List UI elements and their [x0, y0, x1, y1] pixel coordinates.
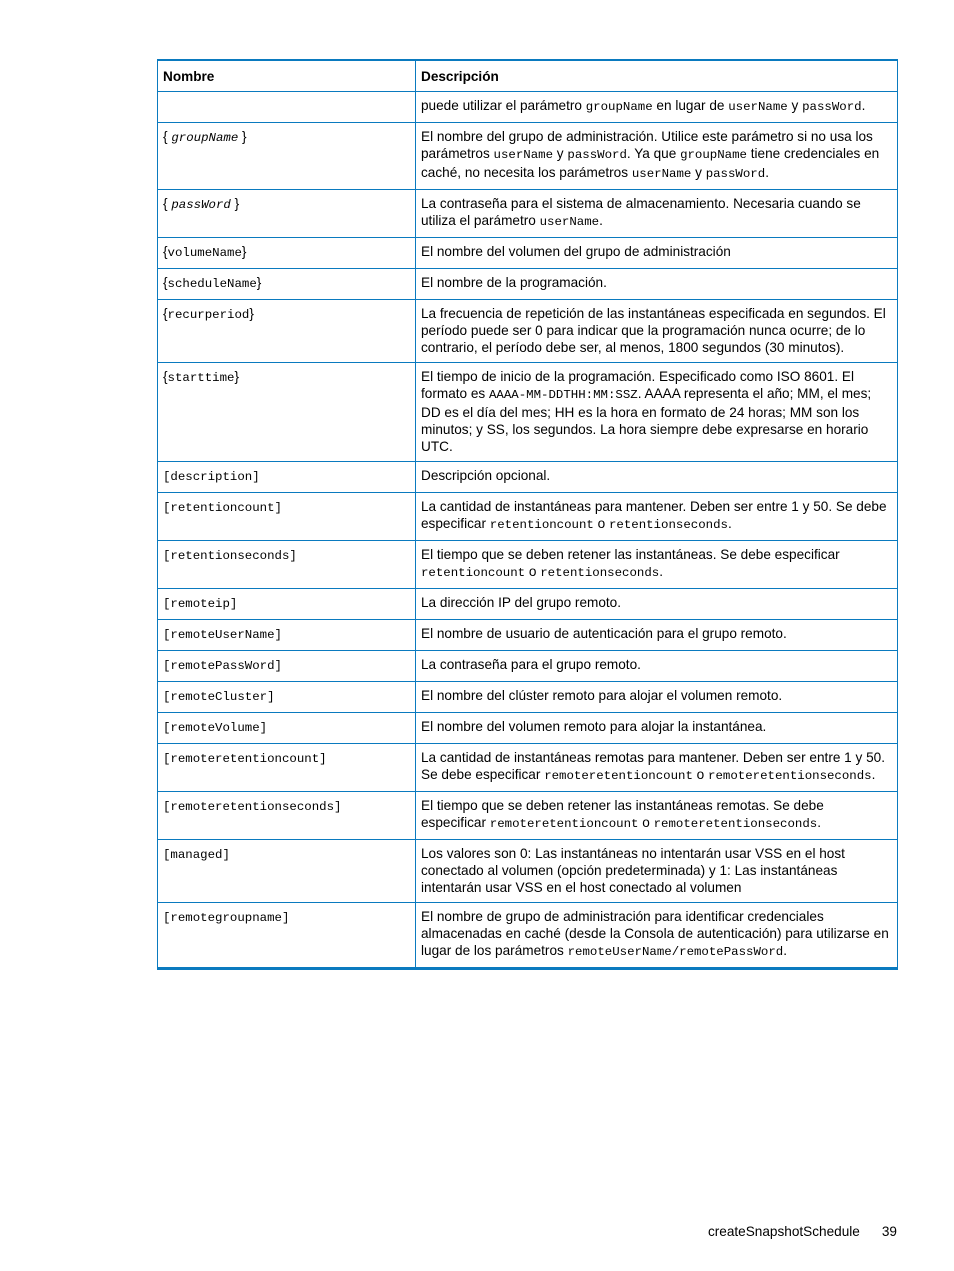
- cell-text: El nombre de usuario de autenticación para el grupo remoto.: [421, 626, 787, 641]
- table-row: [158, 651, 898, 682]
- parameter-name-cell: [158, 493, 416, 541]
- cell-text: o: [525, 564, 541, 579]
- code-token: recurperiod: [167, 308, 250, 322]
- column-header-name: Nombre: [158, 60, 416, 92]
- parameter-description-cell: [416, 462, 898, 493]
- parameter-description-cell: [416, 903, 898, 969]
- code-token: userName: [631, 167, 692, 181]
- code-token: remoteretentionseconds: [653, 817, 818, 831]
- code-token: [managed]: [163, 848, 230, 862]
- table-row: [158, 493, 898, 541]
- parameter-description-cell: [416, 123, 898, 190]
- cell-text: .: [765, 165, 769, 180]
- parameter-name-cell: [158, 269, 416, 300]
- parameter-name-cell: [158, 903, 416, 969]
- code-token: passWord: [567, 148, 627, 162]
- code-token: passWord: [802, 100, 862, 114]
- table-body: [158, 92, 898, 969]
- parameter-name-cell: [158, 713, 416, 744]
- parameter-description-cell: [416, 651, 898, 682]
- parameter-name-cell: [158, 123, 416, 190]
- table-row: [158, 620, 898, 651]
- cell-text: La contraseña para el grupo remoto.: [421, 657, 641, 672]
- parameter-description-cell: [416, 541, 898, 589]
- cell-text: }: [230, 196, 240, 211]
- code-token: retentioncount: [489, 518, 594, 532]
- cell-text: El nombre de la programación.: [421, 275, 607, 290]
- parameter-description-cell: [416, 92, 898, 123]
- cell-text: .: [599, 213, 603, 228]
- parameter-description-cell: [416, 493, 898, 541]
- parameter-name-cell: [158, 363, 416, 462]
- table-row: [158, 123, 898, 190]
- parameter-description-cell: [416, 792, 898, 840]
- code-token: [remoteUserName]: [163, 628, 282, 642]
- parameter-name-cell: [158, 589, 416, 620]
- parameter-description-cell: [416, 713, 898, 744]
- cell-text: o: [692, 767, 709, 782]
- parameter-name-cell: [158, 462, 416, 493]
- table-row: [158, 744, 898, 792]
- code-token-italic: groupName: [171, 131, 239, 145]
- code-token: remoteretentionseconds: [708, 769, 872, 783]
- cell-text: }: [238, 129, 247, 144]
- code-token: groupName: [585, 100, 653, 114]
- cell-text: El nombre de grupo de administración para identificar credenciales almacenadas en caché (desde la Consola de autenticación) para utilizarse en lugar de los parámetros: [421, 909, 889, 958]
- table-row: [158, 269, 898, 300]
- table-row: [158, 682, 898, 713]
- parameter-description-cell: [416, 269, 898, 300]
- parameter-description-cell: [416, 744, 898, 792]
- parameter-description-cell: [416, 300, 898, 363]
- parameter-description-cell: [416, 840, 898, 903]
- cell-text: y: [691, 165, 706, 180]
- cell-text: {: [163, 369, 168, 384]
- cell-text: y: [553, 146, 568, 161]
- parameter-description-cell: [416, 190, 898, 238]
- page-number: 39: [881, 1224, 897, 1239]
- cell-text: o: [593, 516, 609, 531]
- code-token: retentionseconds: [609, 518, 728, 532]
- code-token: retentioncount: [421, 566, 526, 580]
- code-token: [remotegroupname]: [163, 911, 290, 925]
- cell-text: .: [727, 516, 732, 531]
- column-header-description: Descripción: [416, 60, 898, 92]
- parameter-description-cell: [416, 238, 898, 269]
- cell-text: La cantidad de instantáneas remotas para mantener. Deben ser entre 1 y 50. Se debe especificar: [421, 750, 885, 782]
- parameter-description-cell: [416, 620, 898, 651]
- cell-text: }: [241, 244, 247, 259]
- code-token: AAAA-MM-DDTHH:MM:SSZ: [489, 388, 638, 402]
- cell-text: .: [783, 943, 788, 958]
- table-row: [158, 462, 898, 493]
- parameter-name-cell: [158, 744, 416, 792]
- cell-text: El nombre del grupo de administración. Utilice este parámetro si no usa los parámetros: [421, 129, 873, 161]
- cell-text: {: [163, 306, 168, 321]
- footer-section-title: createSnapshotSchedule: [707, 1224, 860, 1239]
- cell-text: .: [861, 98, 866, 113]
- cell-text: El nombre del volumen del grupo de administración: [421, 244, 731, 259]
- parameter-name-cell: [158, 300, 416, 363]
- cell-text: La dirección IP del grupo remoto.: [421, 595, 621, 610]
- cell-text: El tiempo que se deben retener las instantáneas. Se debe especificar: [421, 547, 840, 562]
- code-token: retentionseconds: [540, 566, 660, 580]
- code-token: [remoteretentionseconds]: [163, 800, 342, 814]
- cell-text: .: [871, 767, 876, 782]
- code-token: [remotePassWord]: [163, 659, 282, 673]
- cell-text: La contraseña para el sistema de almacenamiento. Necesaria cuando se utiliza el parámetro: [421, 196, 861, 228]
- cell-text: tiene credenciales en caché, no necesita los parámetros: [421, 146, 880, 180]
- code-token: [retentioncount]: [163, 501, 282, 515]
- cell-text: .: [817, 815, 821, 830]
- cell-text: . AAAA representa el año; MM, el mes; DD es el día del mes; HH es la hora en formato de 24 horas; MM son los minutos; y SS, los segundos. La hora siempre debe expresarse en horario UTC.: [421, 386, 872, 454]
- table-row: [158, 541, 898, 589]
- code-token: remoteretentioncount: [489, 817, 639, 831]
- table-row: [158, 903, 898, 969]
- cell-text: Los valores son 0: Las instantáneas no intentarán usar VSS en el host conectado al volumen (opción predeterminada) y 1: Las instantáneas intentarán usar VSS en el host conectado al volumen: [421, 846, 845, 895]
- cell-text: {: [163, 244, 168, 259]
- code-token-italic: passWord: [171, 198, 231, 212]
- cell-text: Descripción opcional.: [421, 468, 551, 483]
- code-token: [remoteVolume]: [163, 721, 268, 735]
- parameter-description-cell: [416, 682, 898, 713]
- table-row: [158, 840, 898, 903]
- code-token: userName: [493, 148, 554, 162]
- parameter-name-cell: [158, 541, 416, 589]
- cell-text: La frecuencia de repetición de las instantáneas especificada en segundos. El período puede ser 0 para indicar que la programación nunca ocurre; de lo contrario, el período debe ser, al menos, 1800 segundos (30 minutos).: [421, 306, 886, 355]
- code-token: remoteretentioncount: [544, 769, 693, 783]
- cell-text: .: [659, 564, 663, 579]
- table-row: [158, 713, 898, 744]
- cell-text: puede utilizar el parámetro: [421, 98, 586, 113]
- cell-text: El nombre del clúster remoto para alojar el volumen remoto.: [421, 688, 783, 703]
- cell-text: El tiempo de inicio de la programación. Especificado como ISO 8601. El formato es: [421, 369, 854, 401]
- table-row: [158, 363, 898, 462]
- code-token: groupName: [680, 148, 747, 162]
- table-row: [158, 792, 898, 840]
- parameters-table: [157, 59, 898, 970]
- table-row: [158, 589, 898, 620]
- code-token: [remoteip]: [163, 597, 238, 611]
- cell-text: }: [234, 369, 240, 384]
- code-token: volumeName: [167, 246, 242, 260]
- cell-text: y: [787, 98, 803, 113]
- table-row: [158, 92, 898, 123]
- parameter-name-cell: [158, 190, 416, 238]
- cell-text: o: [638, 815, 654, 830]
- parameter-description-cell: [416, 363, 898, 462]
- cell-text: El nombre del volumen remoto para alojar la instantánea.: [421, 719, 767, 734]
- table-header-row: [158, 60, 898, 92]
- code-token: userName: [539, 215, 600, 229]
- code-token: userName: [728, 100, 788, 114]
- parameter-name-cell: [158, 840, 416, 903]
- page-footer: [0, 1224, 897, 1239]
- code-token: [description]: [163, 470, 260, 484]
- code-token: remoteUserName/remotePassWord: [567, 945, 784, 959]
- table-row: [158, 238, 898, 269]
- parameter-name-cell: [158, 238, 416, 269]
- table-row: [158, 300, 898, 363]
- code-token: [retentionseconds]: [163, 549, 297, 563]
- code-token: scheduleName: [167, 277, 257, 291]
- parameter-name-cell: [158, 792, 416, 840]
- cell-text: }: [249, 306, 254, 321]
- cell-text: El tiempo que se deben retener las instantáneas remotas. Se debe especificar: [421, 798, 824, 830]
- cell-text: . Ya que: [626, 146, 681, 161]
- parameter-name-cell: [158, 92, 416, 123]
- code-token: starttime: [167, 371, 235, 385]
- cell-text: La cantidad de instantáneas para mantener. Deben ser entre 1 y 50. Se debe especificar: [421, 499, 887, 531]
- parameter-name-cell: [158, 620, 416, 651]
- cell-text: en lugar de: [652, 98, 729, 113]
- cell-text: {: [163, 275, 168, 290]
- cell-text: }: [256, 275, 262, 290]
- parameter-name-cell: [158, 651, 416, 682]
- code-token: passWord: [705, 167, 766, 181]
- cell-text: {: [163, 129, 172, 144]
- parameter-description-cell: [416, 589, 898, 620]
- code-token: [remoteCluster]: [163, 690, 275, 704]
- code-token: [remoteretentioncount]: [163, 752, 327, 766]
- table-row: [158, 190, 898, 238]
- cell-text: {: [163, 196, 172, 211]
- parameter-name-cell: [158, 682, 416, 713]
